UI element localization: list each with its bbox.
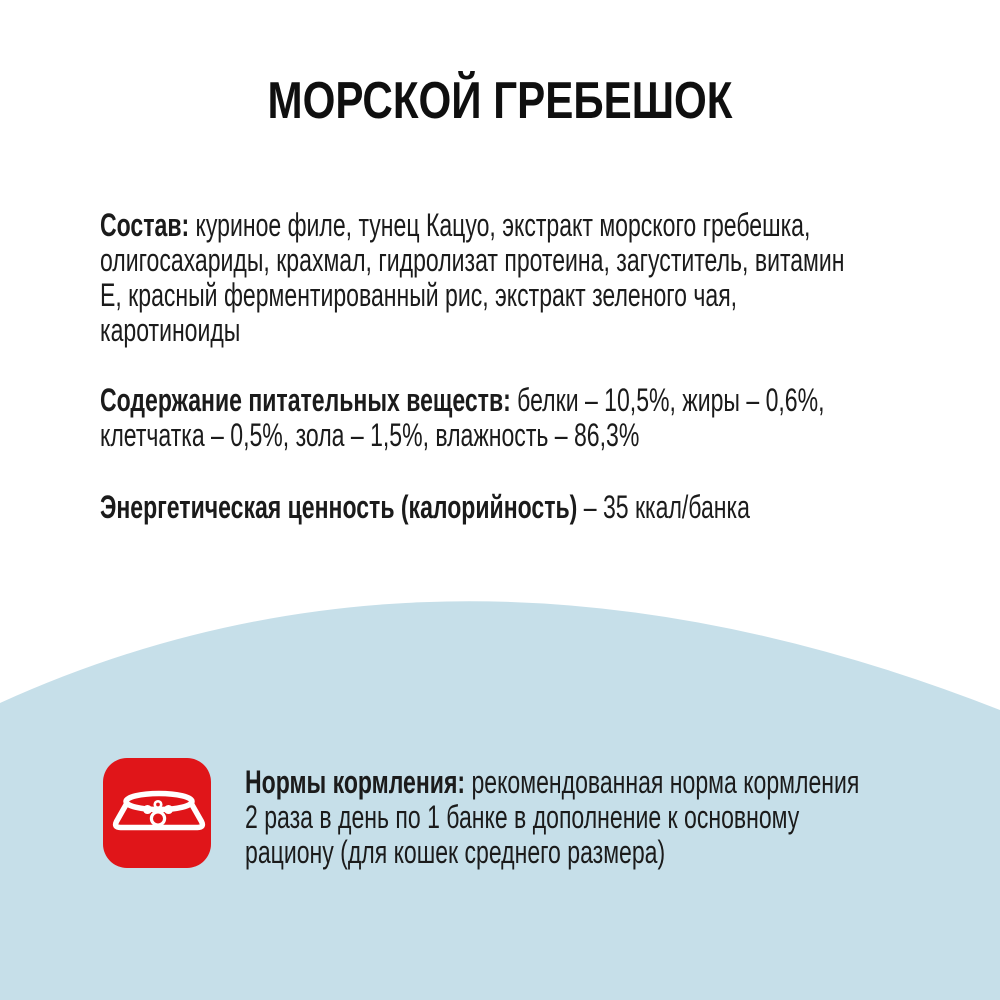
composition-line: каротиноиды xyxy=(100,312,241,348)
nutrients-section xyxy=(100,383,825,453)
feeding-line xyxy=(245,765,859,800)
energy-value: – 35 ккал/банка xyxy=(583,489,750,525)
composition-line: Е, красный ферментированный рис, экстракт зеленого чая, xyxy=(100,277,738,313)
nutrients-text: белки – 10,5%, жиры – 0,6%, xyxy=(517,382,825,418)
feeding-text: рекомендованная норма кормления xyxy=(471,764,860,800)
pet-bowl-icon xyxy=(103,758,211,868)
product-title: МОРСКОЙ ГРЕБЕШОК xyxy=(267,72,733,130)
composition-line: олигосахариды, крахмал, гидролизат протеина, загуститель, витамин xyxy=(100,242,845,278)
paw-toe-middle-shape xyxy=(155,801,161,807)
composition-section xyxy=(100,208,844,348)
feeding-label: Нормы кормления: xyxy=(245,764,466,800)
composition-text: куриное филе, тунец Кацуо, экстракт морского гребешка, xyxy=(195,207,811,243)
energy-label: Энергетическая ценность (калорийность) xyxy=(100,489,578,525)
nutrients-line: клетчатка – 0,5%, зола – 1,5%, влажность – 86,3% xyxy=(100,417,640,453)
energy-line xyxy=(100,490,750,525)
feeding-line: рациону (для кошек среднего размера) xyxy=(245,834,666,870)
nutrients-line xyxy=(100,383,825,418)
feeding-section xyxy=(245,765,859,870)
energy-section xyxy=(100,490,750,525)
nutrients-label: Содержание питательных веществ: xyxy=(100,382,511,418)
paw-pad-shape xyxy=(151,812,164,825)
feeding-icon-tile xyxy=(103,758,211,868)
composition-label: Состав: xyxy=(100,207,190,243)
composition-line xyxy=(100,208,844,243)
feeding-line: 2 раза в день по 1 банке в дополнение к основному xyxy=(245,799,800,835)
